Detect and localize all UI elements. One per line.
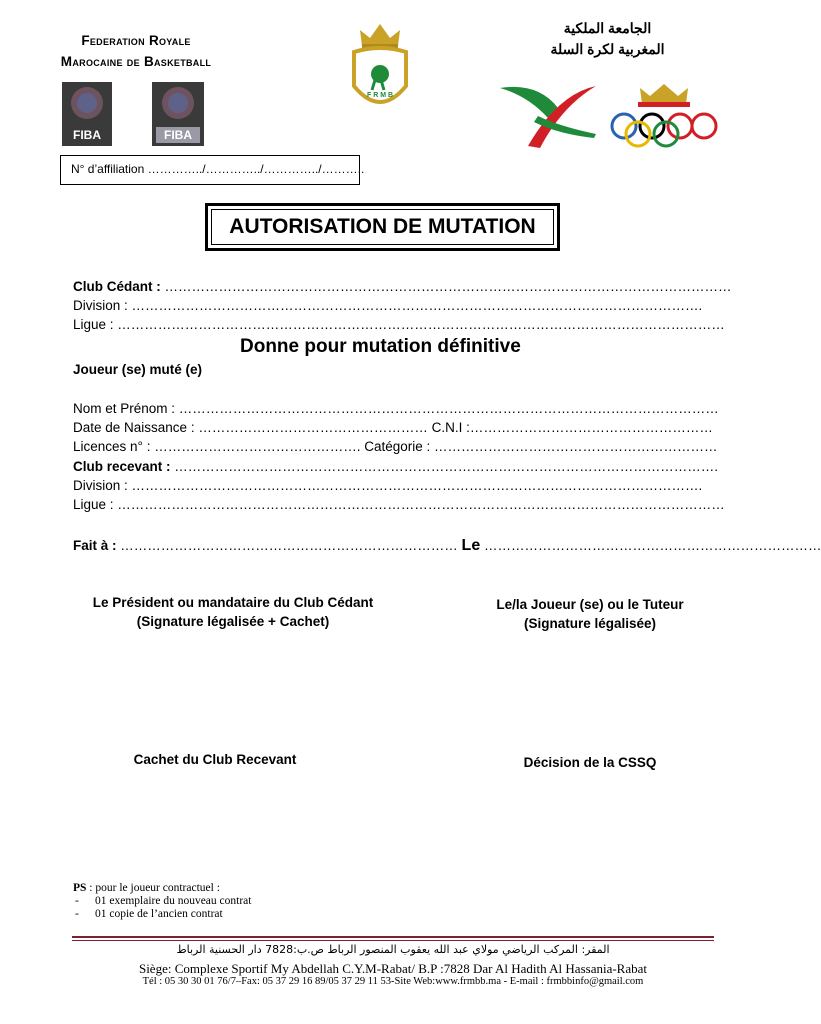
- nom-prenom-field[interactable]: Nom et Prénom : …………………………………………………………………………………………………………: [73, 401, 719, 416]
- document-title-box: [205, 203, 560, 251]
- president-signature-block: [48, 593, 418, 631]
- federation-line1: Federation Royale: [81, 33, 191, 48]
- le-dots: …………………………………………………………………: [480, 538, 821, 553]
- footer-contact: Tél : 05 30 30 01 76/7–Fax: 05 37 29 16 89/05 37 29 11 53-Site Web:www.frmbb.ma - E-mail : frmbbinfo@gmail.com: [142, 976, 644, 987]
- club-recevant-dots: ………………………………………………………………………………………………………….: [170, 459, 719, 474]
- crest-letters: F R M B: [366, 92, 394, 99]
- ps-label: PS: [73, 882, 87, 894]
- licence-categorie-field[interactable]: Licences n° : ………………………………………. Catégorie : ………………………………………………………: [73, 439, 718, 454]
- arabic-line2: المغربية لكرة السلة: [550, 41, 665, 57]
- fiba-logo-2: [152, 82, 204, 146]
- joueur-signature-line2: (Signature légalisée): [523, 616, 657, 631]
- club-cedant-division-field[interactable]: Division : ……………………………………………………………………………………………………………….: [73, 298, 703, 313]
- fiba-logo-1-text: FIBA: [73, 128, 101, 142]
- swoosh-logo: [498, 78, 598, 150]
- fait-a-field[interactable]: [73, 537, 821, 555]
- fiba-logo-2-text: FIBA: [156, 127, 200, 143]
- club-recevant-division-field[interactable]: Division : ……………………………………………………………………………………………………………….: [73, 478, 703, 493]
- joueur-signature-block: [455, 595, 725, 633]
- ps-list: [73, 895, 251, 921]
- club-cedant-field[interactable]: [73, 278, 732, 296]
- arabic-line1: الجامعة الملكية: [563, 20, 652, 36]
- fiba-logo-1: [62, 82, 112, 146]
- decision-cssq: Décision de la CSSQ: [523, 755, 657, 770]
- ps-item: - 01 copie de l’ancien contrat: [73, 908, 251, 921]
- footer-address-arabic: المقر: المركب الرياضي مولاي عبد الله يعقوب المنصور الرباط ص.ب:7828 دار الحسنية الرباط: [176, 943, 610, 956]
- basketball-icon: [62, 82, 112, 122]
- date-naissance-cni-field[interactable]: Date de Naissance : …………………………………………… C.N.I :………………………………………………: [73, 420, 713, 435]
- affiliation-field[interactable]: N° d’affiliation …………../…………../…………../………..: [60, 155, 360, 185]
- cachet-club-recevant: Cachet du Club Recevant: [133, 752, 297, 767]
- ps-note: [73, 882, 251, 921]
- joueur-heading: Joueur (se) muté (e): [73, 362, 203, 377]
- footer-divider-thin: [72, 940, 714, 941]
- federation-line2: Marocaine de Basketball: [60, 54, 212, 69]
- club-cedant-dots: ………………………………………………………………………………………………………………: [160, 279, 732, 294]
- document-title: AUTORISATION DE MUTATION: [229, 215, 536, 238]
- olympic-rings-logo: [608, 82, 720, 146]
- footer-divider: [72, 936, 714, 938]
- fait-a-label: Fait à :: [73, 538, 117, 553]
- club-recevant-ligue-field[interactable]: Ligue : ………………………………………………………………………………………………………………………: [73, 497, 725, 512]
- club-recevant-label: Club recevant :: [73, 459, 171, 474]
- mutation-subtitle: Donne pour mutation définitive: [240, 336, 521, 357]
- president-signature-line2: (Signature légalisée + Cachet): [136, 614, 330, 629]
- president-signature-line1: Le Président ou mandataire du Club Cédant: [92, 595, 374, 610]
- le-label: Le: [461, 537, 481, 554]
- fait-a-dots: …………………………………………………………………: [116, 538, 458, 553]
- footer-address: Siège: Complexe Sportif My Abdellah C.Y.M-Rabat/ B.P :7828 Dar Al Hadith Al Hassania-Rabat: [138, 961, 648, 976]
- federation-name: [36, 30, 236, 72]
- joueur-signature-line1: Le/la Joueur (se) ou le Tuteur: [496, 597, 684, 612]
- federation-name-arabic: [520, 18, 695, 60]
- basketball-icon: [152, 82, 204, 122]
- frmb-crest-logo: [350, 18, 410, 113]
- ps-text: : pour le joueur contractuel :: [86, 882, 220, 894]
- club-recevant-field[interactable]: [73, 458, 718, 476]
- club-cedant-ligue-field[interactable]: Ligue : ………………………………………………………………………………………………………………………: [73, 317, 725, 332]
- club-cedant-label: Club Cédant :: [73, 279, 161, 294]
- ps-item: - 01 exemplaire du nouveau contrat: [73, 895, 251, 908]
